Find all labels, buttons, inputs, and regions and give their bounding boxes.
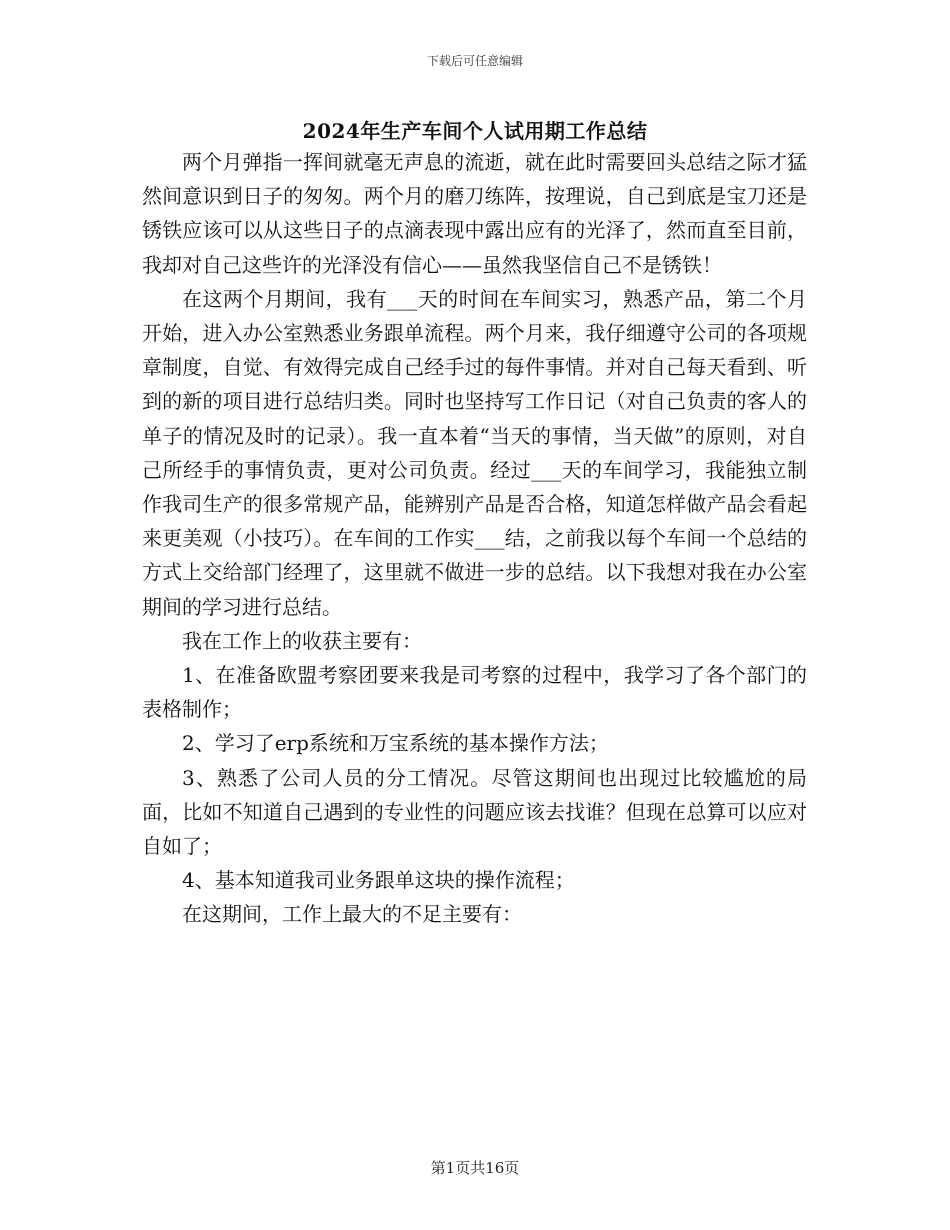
paragraph: 在这两个月期间，我有___天的时间在车间实习，熟悉产品，第二个月开始，进入办公室熟悉业务跟单流程。两个月来，我仔细遵守公司的各项规章制度，自觉、有效得完成自己经手过的每件事情。并对自己每天看到、听到的新的项目进行总结归类。同时也坚持写工作日记（对自己负责的客人的单子的情况及时的记录）。我一直本着“当天的事情，当天做”的原则，对自己所经手的事情负责，更对公司负责。经过___天的车间学习，我能独立制作我司生产的很多常规产品，能辨别产品是否合格，知道怎样做产品会看起来更美观（小技巧）。在车间的工作实___结，之前我以每个车间一个总结的方式上交给部门经理了，这里就不做进一步的总结。以下我想对我在办公室期间的学习进行总结。 xyxy=(142,286,807,619)
list-item: 3、熟悉了公司人员的分工情况。尽管这期间也出现过比较尴尬的局面，比如不知道自己遇到的专业性的问题应该去找谁？但现在总算可以应对自如了； xyxy=(142,765,807,859)
paragraph: 我在工作上的收获主要有： xyxy=(182,628,422,653)
paragraph: 在这期间，工作上最大的不足主要有： xyxy=(182,902,522,927)
document-title: 2024年生产车间个人试用期工作总结 xyxy=(302,119,648,143)
list-item: 2、学习了erp系统和万宝系统的基本操作方法； xyxy=(182,731,609,756)
document-body xyxy=(142,145,807,932)
page-header-note: 下载后可任意编辑 xyxy=(426,54,523,68)
list-item: 1、在准备欧盟考察团要来我是司考察的过程中，我学习了各个部门的表格制作； xyxy=(142,663,807,722)
paragraph: 两个月弹指一挥间就毫无声息的流逝，就在此时需要回头总结之际才猛然间意识到日子的匆匆。两个月的磨刀练阵，按理说，自己到底是宝刀还是锈铁应该可以从这些日子的点滴表现中露出应有的光泽了，然而直至目前，我却对自己这些许的光泽没有信心——虽然我坚信自己不是锈铁！ xyxy=(142,150,807,277)
page-number: 第1页共16页 xyxy=(430,1159,520,1177)
list-item: 4、基本知道我司业务跟单这块的操作流程； xyxy=(182,868,575,893)
